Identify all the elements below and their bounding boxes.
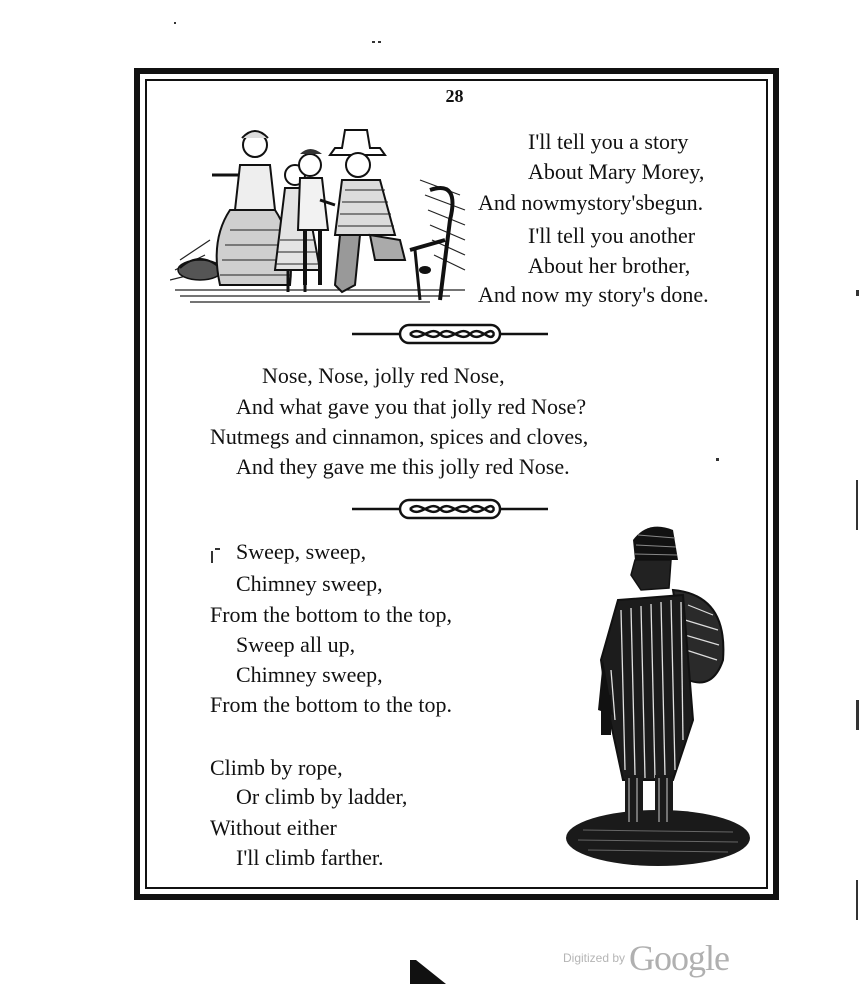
ornament-divider — [352, 497, 548, 521]
poem-1-line-1: I'll tell you a story — [528, 129, 689, 154]
digitized-by-text: Digitized by — [563, 951, 626, 965]
scan-speck — [372, 41, 375, 43]
scan-speck — [856, 290, 859, 296]
google-logo-text: Google — [629, 938, 730, 978]
scan-speck — [856, 480, 858, 530]
scan-speck — [215, 548, 220, 550]
ornament-divider — [352, 322, 548, 346]
poem-3-line-7: Climb by rope, — [210, 755, 343, 780]
poem-2-line-2: And what gave you that jolly red Nose? — [236, 394, 587, 419]
poem-3-line-4: Sweep all up, — [236, 632, 356, 657]
digitized-by-google-watermark — [563, 937, 729, 979]
poem-1-line-3: And nowmystory'sbegun. — [478, 190, 704, 215]
scan-speck — [856, 880, 858, 920]
chimney-sweep-illustration — [563, 520, 753, 870]
poem-3-line-3: From the bottom to the top, — [210, 602, 452, 627]
poem-1-line-6: And now my story's done. — [478, 282, 709, 307]
scan-speck — [378, 41, 381, 43]
family-scene-illustration — [170, 120, 470, 310]
poem-3-line-6: From the bottom to the top. — [210, 692, 452, 717]
scan-speck — [211, 551, 213, 563]
poem-3-line-2: Chimney sweep, — [236, 571, 383, 596]
poem-2-line-3: Nutmegs and cinnamon, spices and cloves, — [210, 424, 589, 449]
poem-1-line-4: I'll tell you another — [528, 223, 696, 248]
page-number: 28 — [445, 86, 464, 106]
poem-3-line-9: Without either — [210, 815, 337, 840]
poem-2-line-1: Nose, Nose, jolly red Nose, — [262, 363, 505, 388]
scan-pointer-icon — [410, 960, 446, 986]
scan-speck — [856, 700, 859, 730]
poem-3-line-10: I'll climb farther. — [236, 845, 384, 870]
poem-1-line-2: About Mary Morey, — [528, 159, 705, 184]
poem-3-line-1: Sweep, sweep, — [236, 539, 367, 564]
poem-3-line-5: Chimney sweep, — [236, 662, 383, 687]
poem-2-line-4: And they gave me this jolly red Nose. — [236, 454, 570, 479]
poem-1-line-5: About her brother, — [528, 253, 691, 278]
scan-speck — [174, 22, 176, 24]
poem-3-line-8: Or climb by ladder, — [236, 784, 408, 809]
